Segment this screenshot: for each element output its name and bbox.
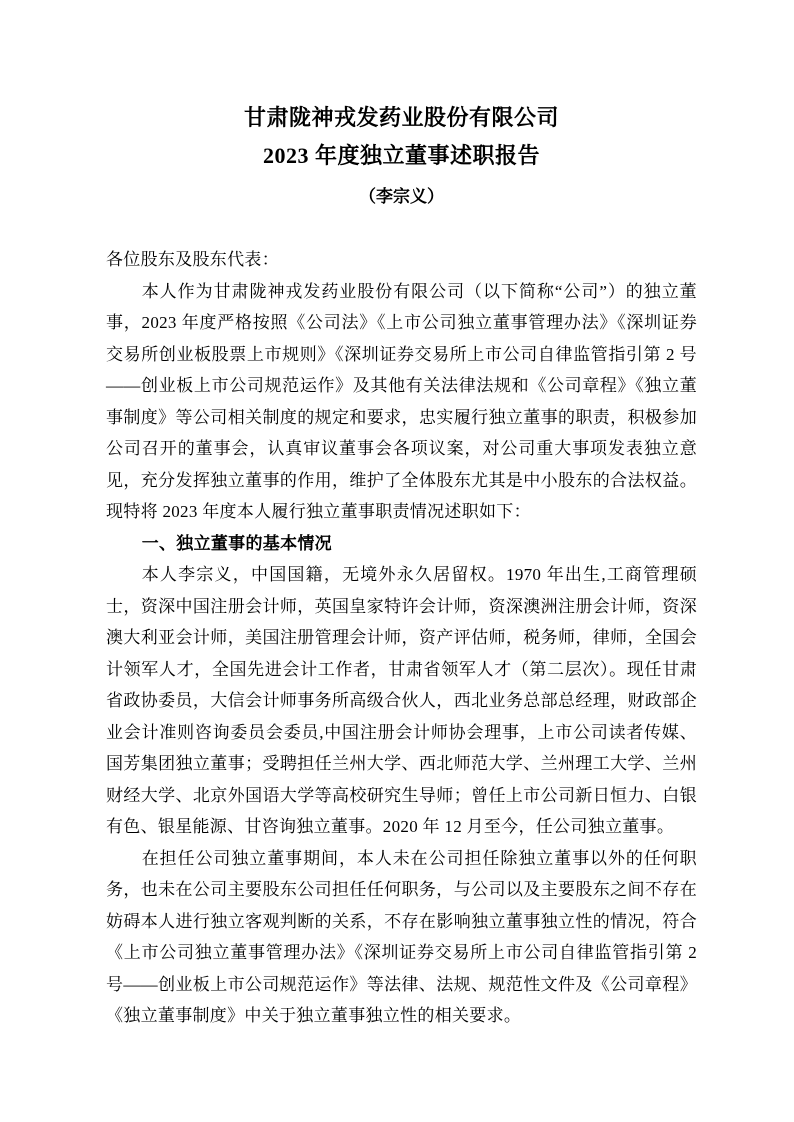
- document-title-author: （李宗义）: [359, 187, 444, 206]
- section-1-paragraph-1: 本人李宗义，中国国籍，无境外永久居留权。1970 年出生,工商管理硕士，资深中国注册会计师，英国皇家特许会计师，资深澳洲注册会计师，资深澳大利亚会计师，美国注册管理会计师，资产评估师，税务师，律师，全国会计领军人才，全国先进会计工作者，甘肃省领军人才（第二层次）。现任甘肃省政协委员，大信会计师事务所高级合伙人，西北业务总部总经理，财政部企业会计准则咨询委员会委员,中国注册会计师协会理事，上市公司读者传媒、国芳集团独立董事；受聘担任兰州大学、西北师范大学、兰州理工大学、兰州财经大学、北京外国语大学等高校研究生导师；曾任上市公司新日恒力、白银有色、银星能源、甘咨询独立董事。2020 年 12 月至今，任公司独立董事。: [106, 565, 697, 836]
- document-title-report: 2023 年度独立董事述职报告: [262, 143, 540, 168]
- section-1-paragraph-2: 在担任公司独立董事期间，本人未在公司担任除独立董事以外的任何职务，也未在公司主要股东公司担任任何职务，与公司以及主要股东之间不存在妨碍本人进行独立客观判断的关系，不存在影响独立董事独立性的情况，符合《上市公司独立董事管理办法》《深圳证券交易所上市公司自律监管指引第 2 号——创业板上市公司规范运作》等法律、法规、规范性文件及《公司章程》《独立董事制度》中关于独立董事独立性的相关要求。: [106, 848, 697, 1025]
- intro-paragraph: 本人作为甘肃陇神戎发药业股份有限公司（以下简称“公司”）的独立董事，2023 年度严格按照《公司法》《上市公司独立董事管理办法》《深圳证券交易所创业板股票上市规则》《深圳证券交易所上市公司自律监管指引第 2 号——创业板上市公司规范运作》及其他有关法律法规和《公司章程》《独立董事制度》等公司相关制度的规定和要求，忠实履行独立董事的职责，积极参加公司召开的董事会，认真审议董事会各项议案，对公司重大事项发表独立意见，充分发挥独立董事的作用，维护了全体股东尤其是中小股东的合法权益。现特将 2023 年度本人履行独立董事职责情况述职如下：: [106, 281, 697, 521]
- section-1-heading: 一、独立董事的基本情况: [141, 533, 332, 553]
- document-title-company: 甘肃陇神戎发药业股份有限公司: [243, 105, 559, 130]
- salutation: 各位股东及股东代表：: [106, 250, 279, 269]
